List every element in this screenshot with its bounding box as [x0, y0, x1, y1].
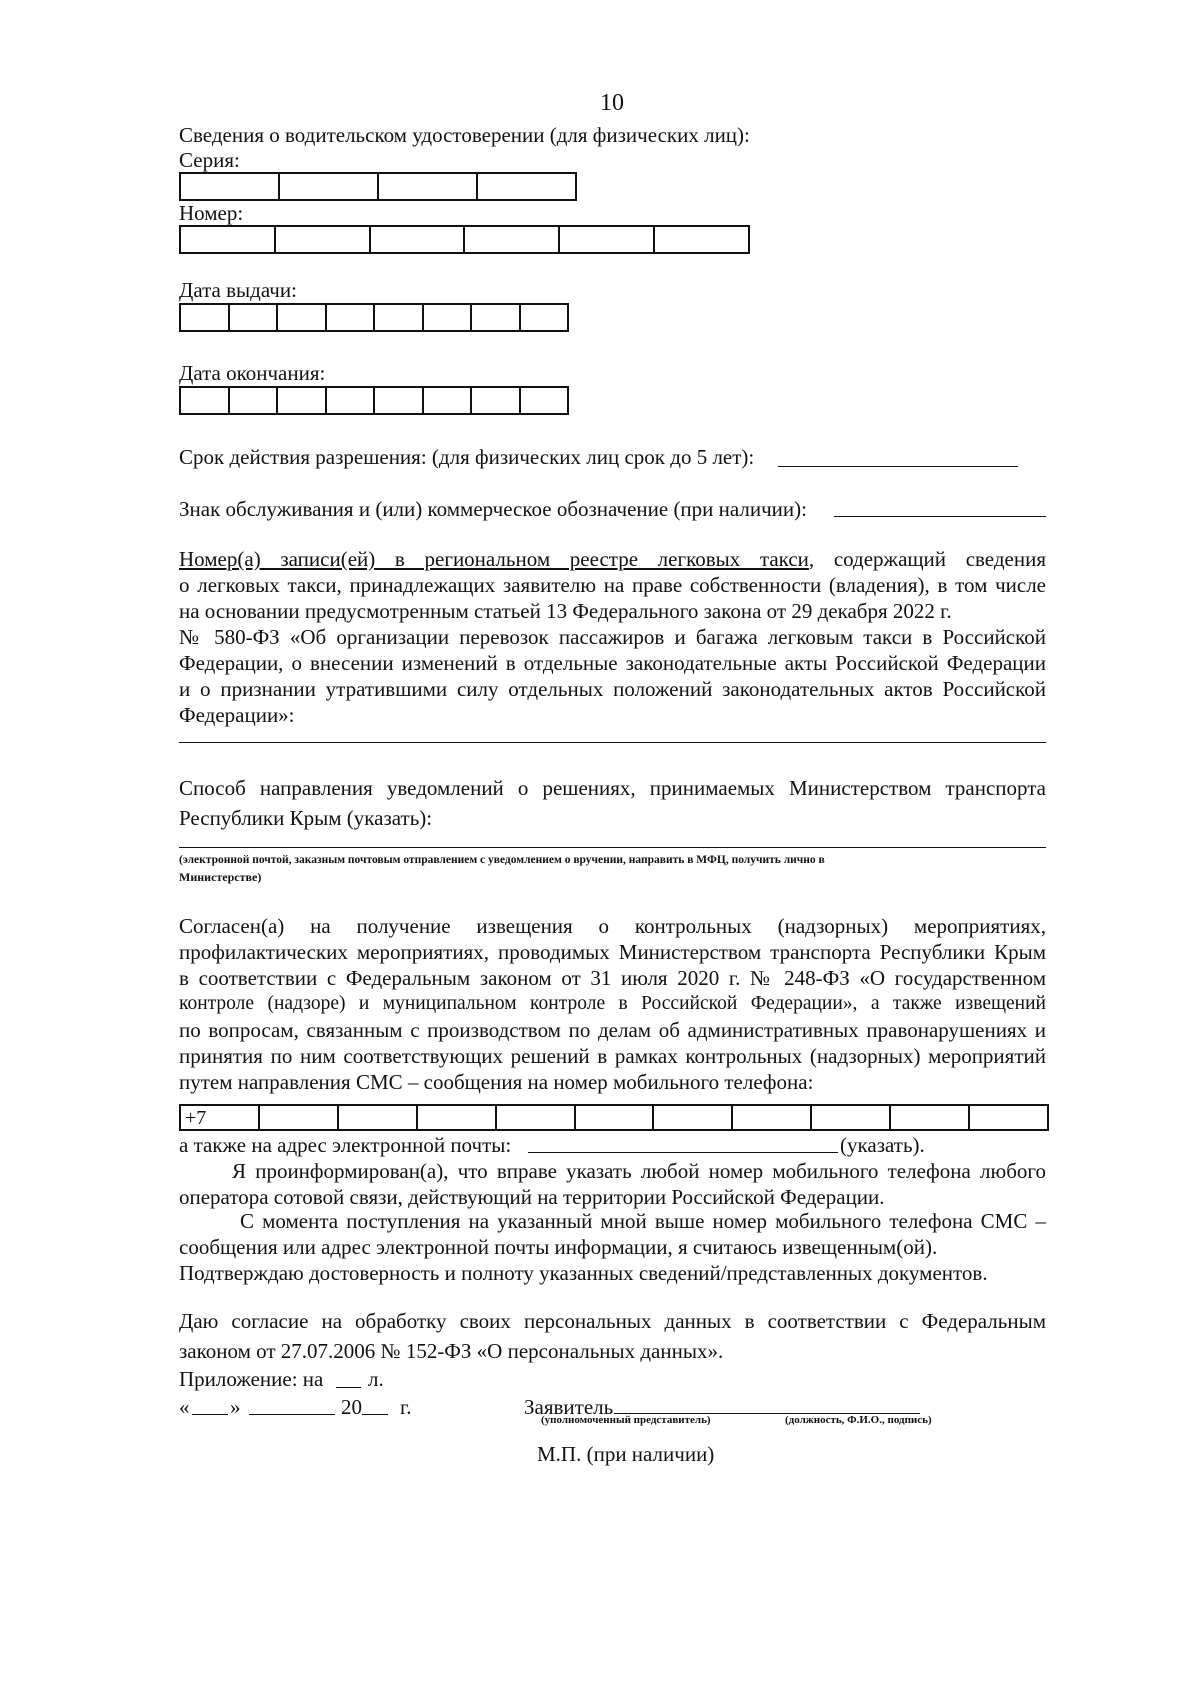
registry-paragraph	[179, 546, 1046, 728]
email-line[interactable]	[528, 1152, 838, 1153]
issue-date-box[interactable]	[375, 305, 424, 330]
attachment-pages-line[interactable]	[336, 1387, 361, 1388]
series-boxes	[179, 172, 577, 201]
expiry-date-box[interactable]	[472, 388, 521, 413]
number-box[interactable]	[655, 227, 748, 252]
registry-line: Федерации»:	[179, 703, 295, 727]
expiry-date-box[interactable]	[424, 388, 473, 413]
series-label: Серия:	[179, 148, 240, 172]
series-box[interactable]	[181, 174, 280, 199]
expiry-date-box[interactable]	[278, 388, 327, 413]
registry-line: № 580-ФЗ «Об организации перевозок пассажиров и багажа легковым такси в Российской	[179, 625, 1046, 649]
expiry-date-boxes	[179, 386, 569, 415]
registry-entry-line[interactable]	[179, 742, 1046, 743]
expiry-date-box[interactable]	[327, 388, 376, 413]
number-box[interactable]	[276, 227, 371, 252]
consent-line: по вопросам, связанным с производством по делам об административных правонарушениях и	[179, 1018, 1046, 1042]
notification-hint	[179, 852, 1046, 886]
attachment-prefix: Приложение: на	[179, 1367, 324, 1391]
phone-digit-box[interactable]	[260, 1106, 339, 1129]
date-day-line[interactable]	[192, 1414, 228, 1415]
email-suffix: (указать).	[840, 1133, 925, 1157]
notification-method-line[interactable]	[179, 847, 1046, 848]
receipt-line3: Подтверждаю достоверность и полноту указанных сведений/представленных документов.	[179, 1261, 988, 1285]
consent-line: профилактических мероприятиях, проводимых Министерством транспорта Республики Крым	[179, 940, 1046, 964]
phone-digit-box[interactable]	[576, 1106, 655, 1129]
phone-digit-box[interactable]	[891, 1106, 970, 1129]
phone-boxes	[179, 1104, 1049, 1131]
notification-line1: Способ направления уведомлений о решениях, принимаемых Министерством транспорта	[179, 776, 1046, 800]
number-boxes	[179, 225, 750, 254]
date-month-line[interactable]	[249, 1414, 335, 1415]
personal-data-line1: Даю согласие на обработку своих персональных данных в соответствии с Федеральным	[179, 1309, 1046, 1333]
issue-date-box[interactable]	[327, 305, 376, 330]
registry-line: Федерации, о внесении изменений в отдельные законодательные акты Российской Федерации	[179, 651, 1046, 675]
issue-date-boxes	[179, 303, 569, 332]
phone-prefix: +7	[181, 1106, 260, 1129]
issue-date-label: Дата выдачи:	[179, 278, 297, 302]
number-box[interactable]	[371, 227, 466, 252]
informed-paragraph	[179, 1158, 1046, 1210]
registry-line: о легковых такси, принадлежащих заявителю на праве собственности (владения), в том числе	[179, 573, 1046, 597]
applicant-hint-left: (уполномоченный представитель)	[541, 1414, 711, 1426]
personal-data-paragraph	[179, 1306, 1046, 1366]
number-box[interactable]	[560, 227, 655, 252]
applicant-hint-right: (должность, Ф.И.О., подпись)	[785, 1414, 932, 1426]
date-close-quote: »	[230, 1395, 241, 1419]
number-label: Номер:	[179, 201, 244, 225]
expiry-date-box[interactable]	[181, 388, 230, 413]
personal-data-line2: законом от 27.07.2006 № 152-ФЗ «О персональных данных».	[179, 1339, 724, 1363]
permit-term-line[interactable]	[778, 466, 1018, 467]
issue-date-box[interactable]	[424, 305, 473, 330]
license-heading: Сведения о водительском удостоверении (для физических лиц):	[179, 123, 750, 147]
series-box[interactable]	[280, 174, 379, 199]
number-box[interactable]	[465, 227, 560, 252]
date-open-quote: «	[179, 1395, 190, 1419]
notification-paragraph	[179, 773, 1046, 833]
notification-hint-line2: Министерстве)	[179, 870, 262, 884]
receipt-line1: С момента поступления на указанный мной выше номер мобильного телефона СМС –	[240, 1209, 1046, 1233]
series-box[interactable]	[379, 174, 478, 199]
consent-line: принятия по ним соответствующих решений в рамках контрольных (надзорных) мероприятий	[179, 1044, 1046, 1068]
phone-digit-box[interactable]	[970, 1106, 1047, 1129]
consent-line: путем направления СМС – сообщения на номер мобильного телефона:	[179, 1070, 814, 1094]
date-year-line[interactable]	[362, 1414, 388, 1415]
phone-digit-box[interactable]	[733, 1106, 812, 1129]
registry-underlined: Номер(а) записи(ей) в региональном реестре легковых такси	[179, 547, 809, 571]
stamp-note: М.П. (при наличии)	[537, 1442, 715, 1466]
issue-date-box[interactable]	[181, 305, 230, 330]
phone-digit-box[interactable]	[812, 1106, 891, 1129]
registry-line: на основании предусмотренным статьей 13 Федерального закона от 29 декабря 2022 г.	[179, 599, 952, 623]
service-mark-line[interactable]	[834, 516, 1046, 517]
phone-digit-box[interactable]	[654, 1106, 733, 1129]
receipt-paragraph	[179, 1208, 1046, 1286]
phone-digit-box[interactable]	[497, 1106, 576, 1129]
service-mark-label: Знак обслуживания и (или) коммерческое обозначение (при наличии):	[179, 497, 807, 521]
permit-term-label: Срок действия разрешения: (для физических лиц срок до 5 лет):	[179, 445, 755, 469]
issue-date-box[interactable]	[472, 305, 521, 330]
issue-date-box[interactable]	[521, 305, 568, 330]
expiry-date-label: Дата окончания:	[179, 361, 326, 385]
notification-line2: Республики Крым (указать):	[179, 806, 433, 830]
consent-line: Согласен(а) на получение извещения о контрольных (надзорных) мероприятиях,	[179, 914, 1046, 938]
registry-line: и о признании утратившими силу отдельных положений законодательных актов Российской	[179, 677, 1046, 701]
number-box[interactable]	[181, 227, 276, 252]
issue-date-box[interactable]	[230, 305, 279, 330]
date-year-prefix: 20	[341, 1395, 362, 1419]
applicant-label: Заявитель	[524, 1395, 614, 1419]
phone-digit-box[interactable]	[339, 1106, 418, 1129]
expiry-date-box[interactable]	[375, 388, 424, 413]
notification-hint-line1: (электронной почтой, заказным почтовым отправлением с уведомлением о вручении, направить в МФЦ, получить лично в	[179, 854, 825, 866]
registry-line1-rest: , содержащий сведения	[808, 547, 1046, 571]
series-box[interactable]	[478, 174, 575, 199]
informed-line1: Я проинформирован(а), что вправе указать любой номер мобильного телефона любого	[232, 1159, 1046, 1183]
expiry-date-box[interactable]	[521, 388, 568, 413]
registry-line	[179, 546, 1046, 572]
expiry-date-box[interactable]	[230, 388, 279, 413]
receipt-line2: сообщения или адрес электронной почты информации, я считаюсь извещенным(ой).	[179, 1235, 938, 1259]
consent-line: контроле (надзоре) и муниципальном контроле в Российской Федерации», а также извещений	[179, 993, 1046, 1014]
email-label: а также на адрес электронной почты:	[179, 1133, 512, 1157]
attachment-suffix: л.	[368, 1367, 384, 1391]
phone-digit-box[interactable]	[418, 1106, 497, 1129]
consent-line: в соответствии с Федеральным законом от 31 июля 2020 г. № 248-ФЗ «О государственном	[179, 966, 1046, 990]
informed-line2: оператора сотовой связи, действующий на территории Российской Федерации.	[179, 1185, 885, 1209]
issue-date-box[interactable]	[278, 305, 327, 330]
consent-paragraph	[179, 913, 1046, 1095]
date-year-suffix: г.	[400, 1395, 412, 1419]
page-number: 10	[600, 90, 624, 116]
